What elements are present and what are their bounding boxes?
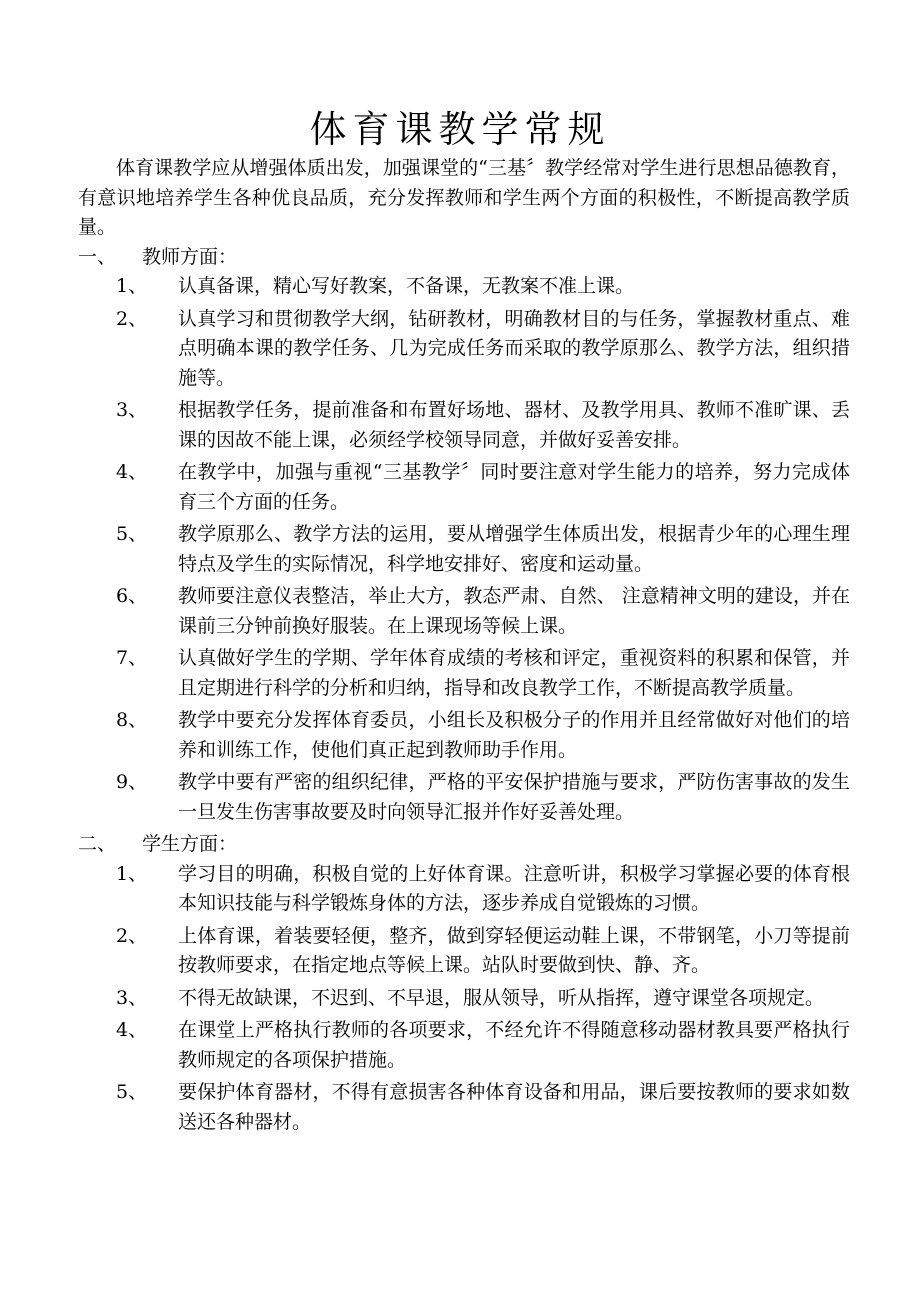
list-item bbox=[78, 984, 850, 1014]
item-text: 认真学习和贯彻教学大纲，钻研教材，明确教材目的与任务，掌握教材重点、难点明确本课的教学任务、几为完成任务而采取的教学原那么、教学方法，组织措施等。 bbox=[178, 307, 850, 389]
item-text: 认真做好学生的学期、学年体育成绩的考核和评定，重视资料的积累和保管，并且定期进行科学的分析和归纳，指导和改良教学工作，不断提高教学质量。 bbox=[178, 647, 850, 699]
item-number: 4、 bbox=[116, 461, 148, 483]
list-item bbox=[78, 520, 850, 579]
item-number: 8、 bbox=[116, 709, 148, 731]
item-text: 学习目的明确，积极自觉的上好体育课。注意听讲，积极学习掌握必要的体育根本知识技能与科学锻炼身体的方法，逐步养成自觉锻炼的习惯。 bbox=[178, 862, 850, 914]
list-item bbox=[78, 860, 850, 919]
list-item bbox=[78, 1078, 850, 1137]
list-item bbox=[78, 706, 850, 765]
intro-paragraph: 体育课教学应从增强体质出发，加强课堂的“三基〞教学经常对学生进行思想品德教育，有意识地培养学生各种优良品质，充分发挥教师和学生两个方面的积极性，不断提高教学质量。 bbox=[78, 157, 850, 238]
document-body bbox=[78, 154, 850, 1140]
list-item bbox=[78, 305, 850, 394]
list-item bbox=[78, 644, 850, 703]
list-item bbox=[78, 272, 850, 302]
item-number: 1、 bbox=[116, 275, 148, 297]
section-heading-student bbox=[78, 830, 850, 860]
item-text: 要保护体育器材，不得有意损害各种体育设备和用品，课后要按教师的要求如数送还各种器材。 bbox=[178, 1081, 850, 1133]
page-title: 体育课教学常规 bbox=[309, 108, 611, 151]
item-number: 5、 bbox=[116, 523, 148, 545]
section-number: 一、 bbox=[78, 245, 117, 268]
item-number: 6、 bbox=[116, 585, 148, 607]
item-text: 不得无故缺课，不迟到、不早退，服从领导，听从指挥，遵守课堂各项规定。 bbox=[178, 986, 825, 1009]
section-number: 二、 bbox=[78, 833, 117, 855]
item-number: 7、 bbox=[116, 647, 148, 669]
item-text: 教学中要有严密的组织纪律，严格的平安保护措施与要求，严防伤害事故的发生一旦发生伤害事故要及时向领导汇报并作好妥善处理。 bbox=[178, 771, 850, 823]
item-text: 上体育课，着装要轻便，整齐，做到穿轻便运动鞋上课，不带钢笔，小刀等提前按教师要求，在指定地点等候上课。站队时要做到快、静、齐。 bbox=[178, 924, 850, 976]
item-text: 根据教学任务，提前准备和布置好场地、器材、及教学用具、教师不准旷课、丢课的因故不能上课，必须经学校领导同意，并做好妥善安排。 bbox=[178, 399, 850, 451]
item-text: 认真备课，精心写好教案，不备课，无教案不准上课。 bbox=[178, 275, 635, 297]
section-title: 教师方面： bbox=[142, 245, 238, 268]
item-text: 教学中要充分发挥体育委员，小组长及积极分子的作用并且经常做好对他们的培养和训练工作，使他们真正起到教师助手作用。 bbox=[178, 709, 850, 761]
item-number: 3、 bbox=[116, 986, 148, 1009]
list-item bbox=[78, 582, 850, 641]
list-item bbox=[78, 458, 850, 517]
item-text: 在教学中，加强与重视“三基教学〞同时要注意对学生能力的培养，努力完成体育三个方面的任务。 bbox=[178, 461, 850, 513]
item-number: 2、 bbox=[116, 307, 148, 330]
item-text: 教学原那么、教学方法的运用，要从增强学生体质出发，根据青少年的心理生理特点及学生的实际情况，科学地安排好、密度和运动量。 bbox=[178, 523, 850, 575]
section-heading-teacher bbox=[78, 243, 850, 273]
item-number: 9、 bbox=[116, 771, 148, 793]
item-number: 4、 bbox=[116, 1019, 148, 1041]
list-item bbox=[78, 768, 850, 827]
item-number: 1、 bbox=[116, 862, 148, 885]
list-item bbox=[78, 922, 850, 981]
item-number: 2、 bbox=[116, 924, 148, 947]
item-text: 教师要注意仪表整洁，举止大方，教态严肃、自然、 注意精神文明的建设，并在课前三分钟前换好服装。在上课现场等候上课。 bbox=[178, 585, 850, 637]
item-number: 5、 bbox=[116, 1081, 148, 1103]
item-text: 在课堂上严格执行教师的各项要求，不经允许不得随意移动器材教具要严格执行教师规定的各项保护措施。 bbox=[178, 1019, 850, 1071]
list-item bbox=[78, 1016, 850, 1075]
list-item bbox=[78, 396, 850, 455]
item-number: 3、 bbox=[116, 399, 148, 421]
section-title: 学生方面： bbox=[142, 833, 238, 855]
